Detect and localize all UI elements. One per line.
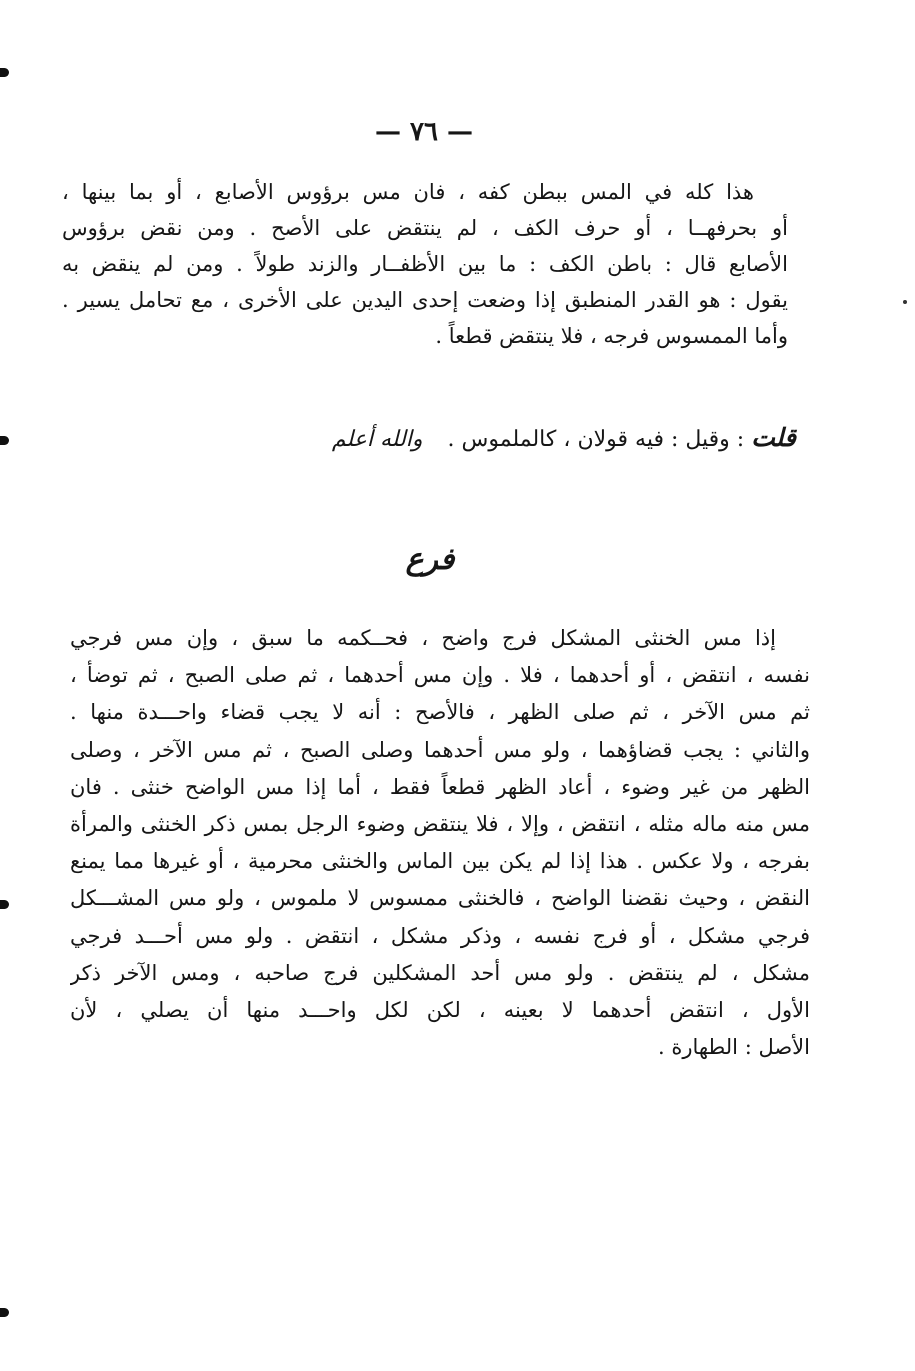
qult-note bbox=[296, 418, 796, 460]
text-line: الظهر من غير وضوء ، أعاد الظهر قطعاً فقط ، أما إذا مس الواضح خنثى . فان bbox=[70, 774, 810, 799]
text-line: فرجي مشكل ، أو فرج نفسه ، وذكر مشكل ، انتقض . ولو مس أحـــد فرجي bbox=[70, 923, 810, 948]
text-line: مشكل ، لم ينتقض . ولو مس أحد المشكلين فرج صاحبه ، ومس الآخر ذكر bbox=[70, 960, 810, 985]
paragraph-2 bbox=[70, 620, 810, 1066]
text-line: النقض ، وحيث نقضنا الواضح ، فالخنثى ممسوس لا ملموس ، ولو مس المشـــكل bbox=[70, 886, 810, 911]
scan-margin-mark bbox=[0, 68, 9, 77]
scan-margin-mark bbox=[0, 1308, 9, 1317]
scan-margin-mark bbox=[0, 436, 9, 445]
section-title: فرع bbox=[405, 542, 455, 577]
text-line: بفرجه ، ولا عكس . هذا إذا لم يكن بين الماس والخنثى محرمية ، أو غيرها مما يمنع bbox=[70, 849, 810, 874]
page-number: — ٧٦ — bbox=[374, 117, 474, 147]
text-line: الأصابع قال : باطن الكف : ما بين الأظفــار والزند طولاً . ومن لم ينقض به bbox=[62, 252, 788, 276]
text-line: إذا مس الخنثى المشكل فرج واضح ، فحــكمه ما سبق ، وإن مس فرجي bbox=[70, 626, 776, 650]
text-line: هذا كله في المس ببطن كفه ، فان مس برؤوس الأصابع ، أو بما بينها ، bbox=[62, 180, 754, 204]
text-line: أو بحرفهــا ، أو حرف الكف ، لم ينتقض على الأصح . ومن نقض برؤوس bbox=[62, 216, 788, 240]
text-line: وأما الممسوس فرجه ، فلا ينتقض قطعاً . bbox=[435, 324, 788, 348]
text-line: ثم مس الآخر ، ثم صلى الظهر ، فالأصح : أنه لا يجب قضاء واحـــدة منها . bbox=[70, 700, 810, 725]
closing-phrase: والله أعلم bbox=[331, 427, 423, 452]
text-line: الأول ، انتقض أحدهما لا بعينه ، لكن لكل واحـــد منها أن يصلي ، لأن bbox=[70, 997, 810, 1022]
scan-dot bbox=[903, 300, 907, 304]
text-line: نفسه ، انتقض ، أو أحدهما ، فلا . وإن مس أحدهما ، ثم صلى الصبح ، ثم توضأ ، bbox=[70, 663, 810, 688]
scan-margin-mark bbox=[0, 900, 9, 909]
qult-text: : وقيل : فيه قولان ، كالملموس . bbox=[447, 427, 745, 452]
text-line: والثاني : يجب قضاؤهما ، ولو مس أحدهما وصلى الصبح ، ثم مس الآخر ، وصلى bbox=[70, 737, 810, 762]
text-line: يقول : هو القدر المنطبق إذا وضعت إحدى اليدين على الأخرى ، مع تحامل يسير . bbox=[62, 288, 788, 312]
text-line: الأصل : الطهارة . bbox=[657, 1035, 810, 1060]
paragraph-1 bbox=[62, 174, 788, 354]
qult-label: قلت bbox=[751, 423, 796, 452]
text-line: مس منه ماله مثله ، انتقض ، وإلا ، فلا ينتقض وضوء الرجل بمس ذكر الخنثى والمرأة bbox=[70, 811, 810, 836]
